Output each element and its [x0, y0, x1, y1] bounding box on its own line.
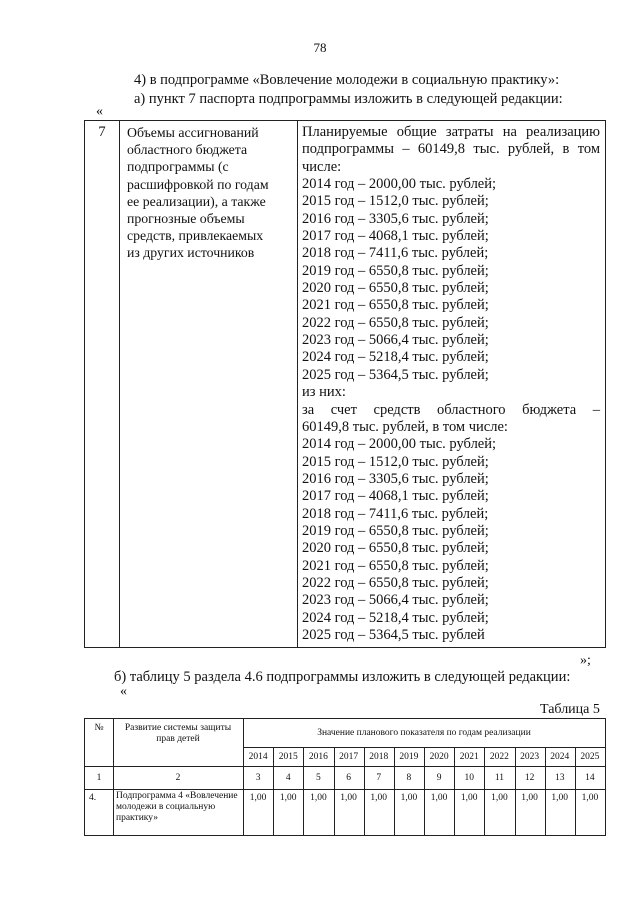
table5-year-header: 2024 — [550, 751, 570, 762]
table5-year-header: 2015 — [278, 751, 298, 762]
table5-index-cell: 7 — [376, 772, 382, 783]
table5-year-header: 2014 — [248, 751, 268, 762]
table5-col-name-header: Развитие системы защиты прав детей — [124, 723, 232, 744]
passport-content-line: 2014 год – 2000,00 тыс. рублей; — [302, 436, 497, 453]
table5-index-cell: 8 — [406, 772, 412, 783]
table5-value-cell: 1,00 — [581, 793, 599, 803]
passport-content-line: 2023 год – 5066,4 тыс. рублей; — [302, 332, 489, 349]
passport-content-line: 2017 год – 4068,1 тыс. рублей; — [302, 228, 489, 245]
table5-year-header: 2018 — [369, 751, 389, 762]
intro-line-2: а) пункт 7 паспорта подпрограммы изложить в следующей редакции: — [134, 91, 563, 107]
table5-index-cell: 13 — [554, 772, 565, 783]
table5-year-header: 2017 — [339, 751, 359, 762]
passport-label-line: областного бюджета — [127, 142, 248, 158]
passport-content-line: 2023 год – 5066,4 тыс. рублей; — [302, 592, 489, 609]
table5-year-header: 2025 — [580, 751, 600, 762]
passport-content-line: 2022 год – 6550,8 тыс. рублей; — [302, 314, 489, 331]
table5-row-name: Подпрограмма 4 «Вовлечение молодежи в социальную практику» — [116, 791, 238, 823]
table5-index-cell: 14 — [585, 772, 595, 783]
passport-content-line: 2022 год – 6550,8 тыс. рублей; — [302, 574, 489, 591]
table5-year-header: 2020 — [429, 751, 449, 762]
passport-content-line: 2018 год – 7411,6 тыс. рублей; — [302, 505, 489, 522]
table5-index-cell: 6 — [346, 772, 351, 783]
table5-title: Таблица 5 — [540, 702, 600, 717]
passport-label-line: расшифровкой по годам — [127, 176, 269, 192]
passport-content-line: 2024 год – 5218,4 тыс. рублей; — [302, 609, 489, 626]
passport-label-line: средств, привлекаемых — [127, 228, 264, 244]
table5-group-header: Значение планового показателя по годам реализации — [317, 728, 531, 738]
table5-year-header: 2023 — [520, 751, 540, 762]
passport-content-line: 2018 год – 7411,6 тыс. рублей; — [302, 245, 489, 262]
passport-content-line: Планируемые общие затраты на реализацию — [302, 124, 600, 140]
passport-content-line: 2019 год – 6550,8 тыс. рублей; — [302, 262, 489, 279]
page-number: 78 — [313, 40, 327, 55]
passport-label-line: подпрограммы (с — [127, 159, 229, 175]
passport-label-line: ее реализации), а также — [127, 193, 266, 209]
table5 — [84, 718, 606, 836]
passport-content-line: 2015 год – 1512,0 тыс. рублей; — [302, 193, 489, 210]
intro-line-1: 4) в подпрограмме «Вовлечение молодежи в социальную практику»: — [134, 72, 560, 88]
passport-content-line: 2020 год – 6550,8 тыс. рублей; — [302, 540, 489, 557]
passport-label — [127, 124, 293, 262]
table5-year-header: 2022 — [489, 751, 509, 762]
table5-value-cell: 1,00 — [491, 793, 508, 803]
passport-content-line: 2025 год – 5364,5 тыс. рублей — [302, 626, 485, 643]
quote-open: « — [96, 104, 103, 119]
passport-content-line: 2019 год – 6550,8 тыс. рублей; — [302, 522, 489, 539]
table5-row-num: 4. — [89, 793, 97, 803]
passport-content-line: 2020 год – 6550,8 тыс. рублей; — [302, 280, 489, 297]
table5-value-cell: 1,00 — [279, 793, 297, 803]
passport-label-line: прогнозные объемы — [127, 211, 245, 227]
passport-content-line: 2021 год – 6550,8 тыс. рублей; — [302, 297, 489, 314]
table5-index-cell: 10 — [464, 772, 474, 783]
passport-content-line: подпрограммы – 60149,8 тыс. рублей, в том — [302, 141, 600, 158]
passport-content-line: 2024 год – 5218,4 тыс. рублей; — [302, 349, 489, 366]
intro-line-3: б) таблицу 5 раздела 4.6 подпрограммы изложить в следующей редакции: — [114, 669, 571, 685]
quote-open-2: « — [120, 684, 127, 699]
table5-index-cell: 12 — [524, 772, 535, 783]
passport-content-line: числе: — [302, 158, 342, 175]
passport-content-line: 2014 год – 2000,00 тыс. рублей; — [302, 176, 497, 193]
table5-value-cell: 1,00 — [400, 793, 418, 803]
table5-index-cell: 9 — [436, 772, 442, 783]
table5-value-cell: 1,00 — [430, 793, 448, 803]
passport-label-line: Объемы ассигнований — [127, 125, 259, 140]
table5-value-cell: 1,00 — [249, 793, 267, 803]
table5-year-header: 2021 — [459, 751, 479, 762]
passport-row-number: 7 — [98, 124, 106, 140]
table5-index-cell: 2 — [175, 772, 181, 783]
passport-content-line: 2025 год – 5364,5 тыс. рублей; — [302, 366, 489, 383]
passport-content-line: 60149,8 тыс. рублей, в том числе: — [302, 418, 508, 435]
table5-index-cell: 1 — [96, 772, 102, 783]
table5-value-cell: 1,00 — [370, 793, 388, 803]
passport-content-line: за счет средств областного бюджета – — [302, 401, 600, 418]
table5-value-cell: 1,00 — [551, 793, 569, 803]
table5-value-cell: 1,00 — [310, 793, 327, 803]
passport-label-line: из других источников — [127, 245, 255, 261]
passport-content-line: 2016 год – 3305,6 тыс. рублей; — [302, 470, 489, 487]
table5-value-cell: 1,00 — [340, 793, 357, 803]
passport-content-line: из них: — [302, 384, 346, 401]
table5-year-header: 2016 — [308, 751, 328, 762]
passport-content-line: 2017 год – 4068,1 тыс. рублей; — [302, 488, 489, 505]
table5-year-header: 2019 — [399, 751, 419, 762]
table5-value-cell: 1,00 — [460, 793, 478, 803]
quote-close: »; — [580, 653, 591, 668]
passport-content — [302, 124, 600, 644]
passport-content-line: 2021 год – 6550,8 тыс. рублей; — [302, 557, 489, 574]
table5-col-num-header: № — [94, 723, 104, 733]
passport-content-line: 2015 год – 1512,0 тыс. рублей; — [302, 453, 489, 470]
passport-content-line: 2016 год – 3305,6 тыс. рублей; — [302, 210, 489, 227]
table5-index-cell: 3 — [255, 772, 261, 783]
table5-index-cell: 4 — [285, 772, 291, 783]
passport-table — [84, 120, 606, 648]
table5-value-cell: 1,00 — [521, 793, 538, 803]
table5-index-cell: 11 — [494, 772, 504, 783]
table5-index-cell: 5 — [316, 772, 321, 783]
